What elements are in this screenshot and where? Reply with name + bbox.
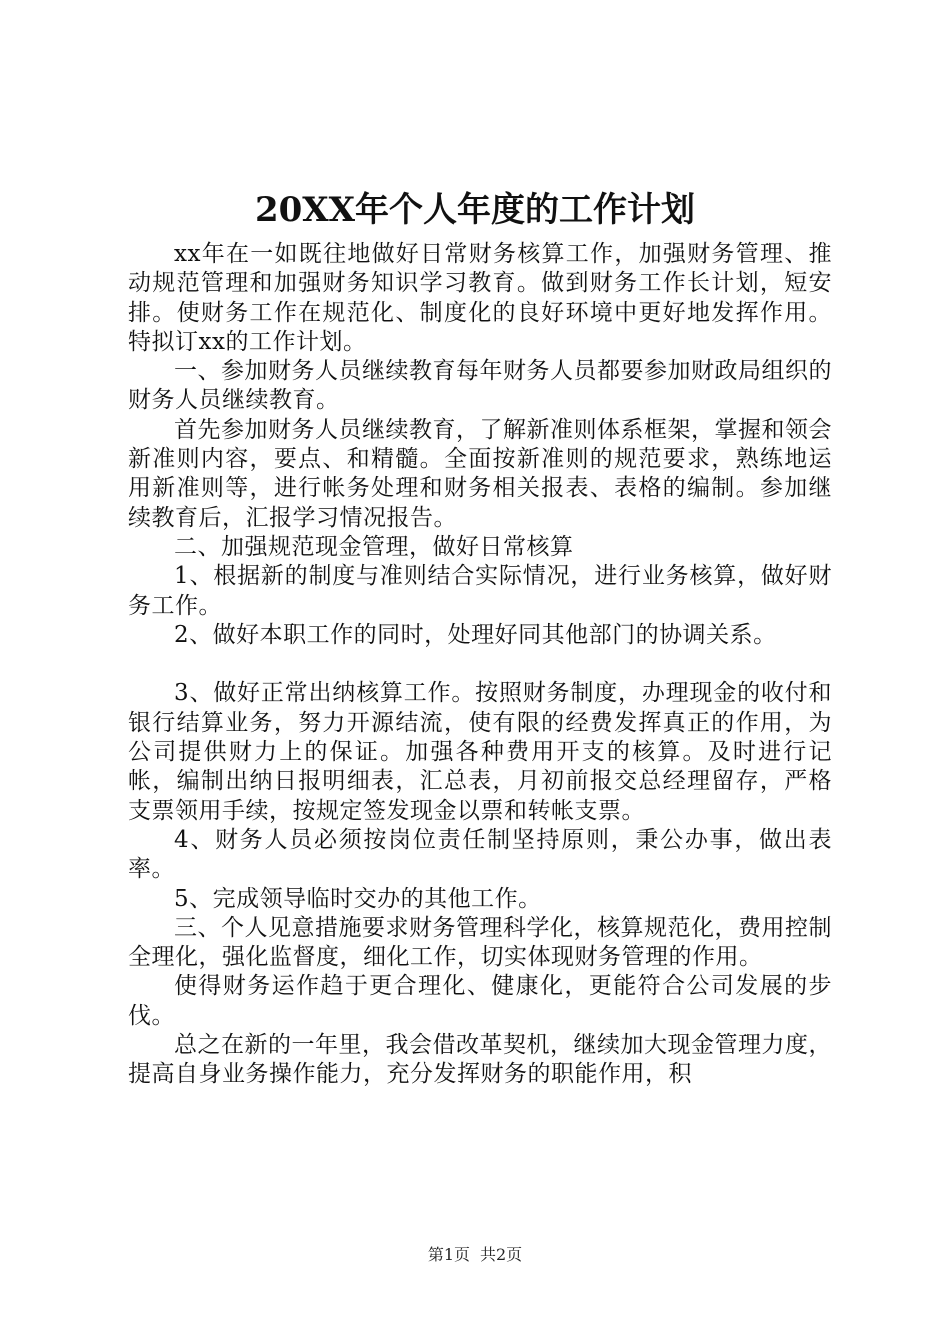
- paragraph-item-4: 4、财务人员必须按岗位责任制坚持原则，秉公办事，做出表率。: [128, 826, 832, 883]
- paragraph-section-2: 二、加强规范现金管理，做好日常核算: [174, 533, 574, 560]
- paragraph-intro: xx年在一如既往地做好日常财务核算工作，加强财务管理、推动规范管理和加强财务知识学习教育。做到财务工作长计划，短安排。使财务工作在规范化、制度化的良好环境中更好地发挥作用。特拟订xx的工作计划。: [128, 241, 832, 355]
- page-number: 第1页: [427, 1245, 470, 1264]
- paragraph-section-3: 三、个人见意措施要求财务管理科学化，核算规范化，费用控制全理化，强化监督度，细化工作，切实体现财务管理的作用。: [128, 914, 832, 971]
- paragraph-item-5: 5、完成领导临时交办的其他工作。: [174, 885, 542, 912]
- paragraph-blank: [128, 650, 832, 679]
- paragraph-conclusion: 总之在新的一年里，我会借改革契机，继续加大现金管理力度，提高自身业务操作能力，充分发挥财务的职能作用，积: [128, 1032, 832, 1088]
- paragraph-finance-operation: 使得财务运作趋于更合理化、健康化，更能符合公司发展的步伐。: [128, 973, 832, 1029]
- page-footer: [0, 1244, 950, 1266]
- paragraph-item-3: 3、做好正常出纳核算工作。按照财务制度，办理现金的收付和银行结算业务，努力开源结流，使有限的经费发挥真正的作用，为公司提供财力上的保证。加强各种费用开支的核算。及时进行记帐，编制出纳日报明细表，汇总表，月初前报交总经理留存，严格支票领用手续，按规定签发现金以票和转帐支票。: [128, 680, 832, 824]
- document-title: 20XX年个人年度的工作计划: [254, 190, 696, 230]
- page-total: 共2页: [480, 1245, 523, 1264]
- paragraph-item-1: 1、根据新的制度与准则结合实际情况，进行业务核算，做好财务工作。: [128, 563, 832, 619]
- paragraph-continuing-education: 首先参加财务人员继续教育，了解新准则体系框架，掌握和领会新准则内容，要点、和精髓。全面按新准则的规范要求，熟练地运用新准则等，进行帐务处理和财务相关报表、表格的编制。参加继续教育后，汇报学习情况报告。: [128, 416, 832, 531]
- paragraph-section-1: 一、参加财务人员继续教育每年财务人员都要参加财政局组织的财务人员继续教育。: [128, 358, 832, 414]
- document-body: [128, 240, 832, 1090]
- paragraph-item-2: 2、做好本职工作的同时，处理好同其他部门的协调关系。: [174, 621, 777, 648]
